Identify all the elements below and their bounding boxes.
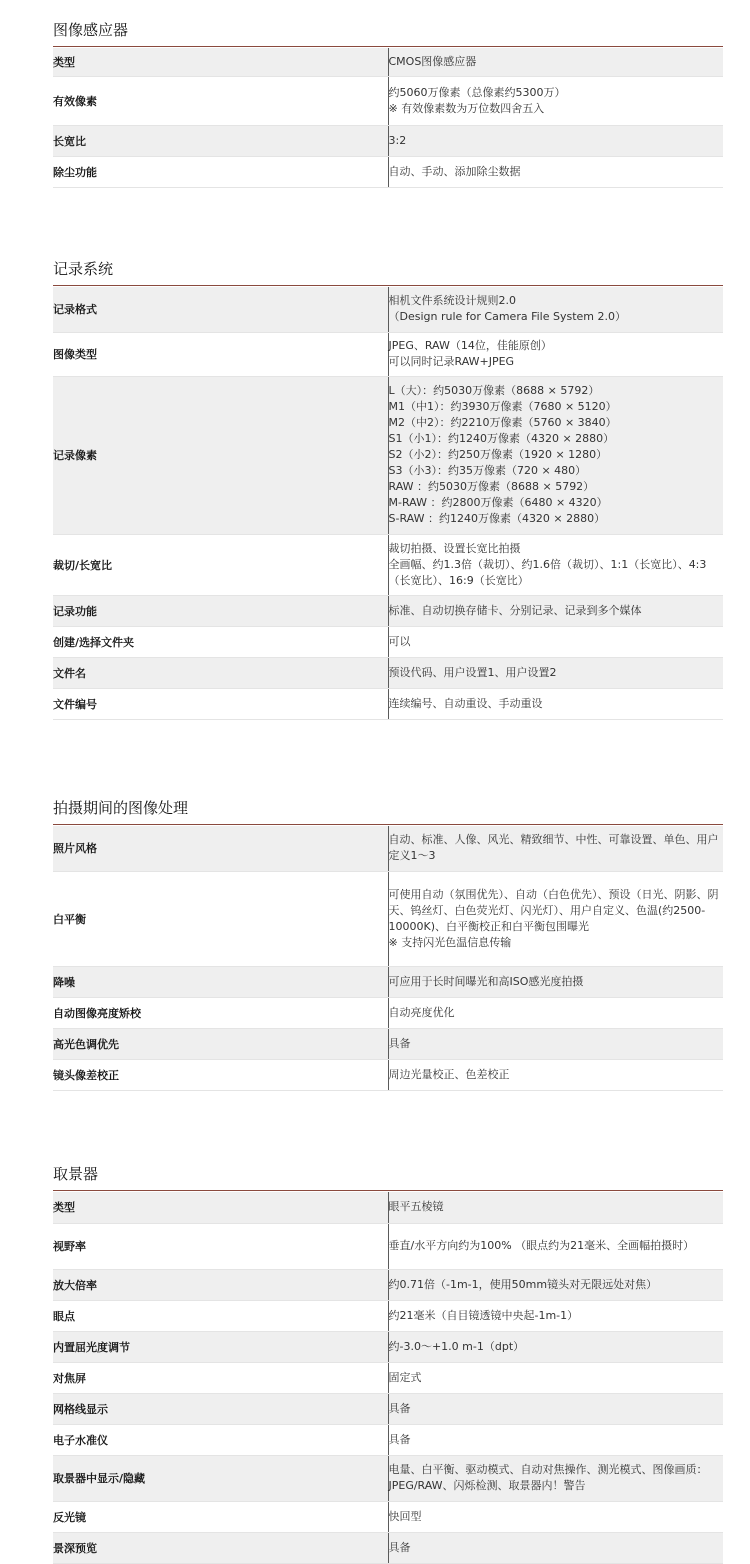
table-row	[53, 1300, 723, 1331]
spec-value: 约-3.0～+1.0 m-1（dpt）	[388, 1331, 723, 1362]
spec-key: 电子水准仪	[53, 1424, 388, 1455]
section-divider	[53, 46, 723, 47]
spec-key: 长宽比	[53, 125, 388, 156]
spec-value: 约5060万像素（总像素约5300万） ※ 有效像素数为万位数四舍五入	[388, 76, 723, 125]
spec-table	[53, 1192, 723, 1564]
spec-key: 文件编号	[53, 688, 388, 719]
table-row	[53, 156, 723, 187]
table-row	[53, 376, 723, 534]
section-title: 图像感应器	[53, 21, 129, 39]
table-row	[53, 1028, 723, 1059]
table-row	[53, 826, 723, 871]
table-row	[53, 688, 723, 719]
table-row	[53, 966, 723, 997]
section-title: 取景器	[53, 1165, 99, 1183]
section-title: 记录系统	[53, 260, 114, 278]
spec-value: CMOS图像感应器	[388, 48, 723, 76]
spec-value: 裁切拍摄、设置长宽比拍摄 全画幅、约1.3倍（裁切）、约1.6倍（裁切）、1:1（长宽比）、4:3（长宽比）、16:9（长宽比）	[388, 534, 723, 595]
table-row	[53, 1501, 723, 1532]
table-row	[53, 1192, 723, 1223]
spec-key: 镜头像差校正	[53, 1059, 388, 1090]
section-divider	[53, 285, 723, 286]
spec-value: 可应用于长时间曝光和高ISO感光度拍摄	[388, 966, 723, 997]
spec-table	[53, 826, 723, 1091]
spec-key: 网格线显示	[53, 1393, 388, 1424]
spec-key: 记录功能	[53, 595, 388, 626]
spec-key: 对焦屏	[53, 1362, 388, 1393]
spec-key: 自动图像亮度矫校	[53, 997, 388, 1028]
spec-key: 眼点	[53, 1300, 388, 1331]
table-row	[53, 997, 723, 1028]
spec-value: 眼平五棱镜	[388, 1192, 723, 1223]
table-row	[53, 657, 723, 688]
section-divider	[53, 824, 723, 825]
spec-value: 具备	[388, 1532, 723, 1563]
table-row	[53, 595, 723, 626]
spec-value: 快回型	[388, 1501, 723, 1532]
spec-key: 文件名	[53, 657, 388, 688]
table-row	[53, 1059, 723, 1090]
table-row	[53, 1269, 723, 1300]
table-row	[53, 332, 723, 376]
spec-value: 自动、标准、人像、风光、精致细节、中性、可靠设置、单色、用户定义1～3	[388, 826, 723, 871]
table-row	[53, 76, 723, 125]
spec-table	[53, 287, 723, 720]
spec-key: 创建/选择文件夹	[53, 626, 388, 657]
spec-value: 固定式	[388, 1362, 723, 1393]
spec-value: 3:2	[388, 125, 723, 156]
spec-value: 具备	[388, 1424, 723, 1455]
spec-value: 标准、自动切换存储卡、分别记录、记录到多个媒体	[388, 595, 723, 626]
spec-key: 放大倍率	[53, 1269, 388, 1300]
spec-key: 有效像素	[53, 76, 388, 125]
spec-key: 类型	[53, 1192, 388, 1223]
spec-key: 白平衡	[53, 871, 388, 966]
spec-value: 周边光量校正、色差校正	[388, 1059, 723, 1090]
table-row	[53, 871, 723, 966]
table-row	[53, 287, 723, 332]
section-title: 拍摄期间的图像处理	[53, 799, 189, 817]
table-row	[53, 1393, 723, 1424]
spec-key: 图像类型	[53, 332, 388, 376]
spec-value: 自动亮度优化	[388, 997, 723, 1028]
table-row	[53, 1455, 723, 1501]
table-row	[53, 1223, 723, 1269]
spec-key: 降噪	[53, 966, 388, 997]
spec-key: 反光镜	[53, 1501, 388, 1532]
spec-value: JPEG、RAW（14位，佳能原创） 可以同时记录RAW+JPEG	[388, 332, 723, 376]
spec-key: 高光色调优先	[53, 1028, 388, 1059]
spec-key: 除尘功能	[53, 156, 388, 187]
spec-value: L（大）：约5030万像素（8688 × 5792） M1（中1）：约3930万像素（7680 × 5120） M2（中2）：约2210万像素（5760 × 3840） S1（小1）：约1240万像素（4320 × 2880） S2（小2）：约250万像素（1920 × 1280） S3（小3）：约35万像素（720 × 480） RAW ：约5030万像素（8688 × 5792） M-RAW ：约2800万像素（6480 × 4320） S-RAW ：约1240万像素（4320 × 2880）	[388, 376, 723, 534]
spec-value: 相机文件系统设计规则2.0 （Design rule for Camera File System 2.0）	[388, 287, 723, 332]
table-row	[53, 1532, 723, 1563]
spec-key: 内置屈光度调节	[53, 1331, 388, 1362]
spec-value: 约0.71倍（-1m-1，使用50mm镜头对无限远处对焦）	[388, 1269, 723, 1300]
spec-key: 裁切/长宽比	[53, 534, 388, 595]
spec-key: 取景器中显示/隐藏	[53, 1455, 388, 1501]
spec-value: 电量、白平衡、驱动模式、自动对焦操作、测光模式、图像画质：JPEG/RAW、闪烁检测、取景器内！警告	[388, 1455, 723, 1501]
table-row	[53, 125, 723, 156]
spec-value: 可以	[388, 626, 723, 657]
spec-value: 具备	[388, 1393, 723, 1424]
spec-value: 约21毫米（自目镜透镜中央起-1m-1）	[388, 1300, 723, 1331]
spec-key: 记录格式	[53, 287, 388, 332]
spec-table	[53, 48, 723, 188]
spec-value: 连续编号、自动重设、手动重设	[388, 688, 723, 719]
section-viewfinder	[53, 1162, 723, 1555]
spec-value: 垂直/水平方向约为100% （眼点约为21毫米、全画幅拍摄时）	[388, 1223, 723, 1269]
table-row	[53, 1424, 723, 1455]
spec-key: 视野率	[53, 1223, 388, 1269]
spec-key: 记录像素	[53, 376, 388, 534]
table-row	[53, 1362, 723, 1393]
spec-key: 景深预览	[53, 1532, 388, 1563]
spec-value: 具备	[388, 1028, 723, 1059]
spec-key: 照片风格	[53, 826, 388, 871]
spec-key: 类型	[53, 48, 388, 76]
table-row	[53, 1331, 723, 1362]
table-row	[53, 48, 723, 76]
section-divider	[53, 1190, 723, 1191]
spec-value: 自动、手动、添加除尘数据	[388, 156, 723, 187]
table-row	[53, 534, 723, 595]
table-row	[53, 626, 723, 657]
spec-value: 可使用自动（氛围优先）、自动（白色优先）、预设（日光、阴影、阴天、钨丝灯、白色荧光灯、闪光灯）、用户自定义、色温(约2500-10000K)、白平衡校正和白平衡包围曝光 ※ 支持闪光色温信息传输	[388, 871, 723, 966]
spec-value: 预设代码、用户设置1、用户设置2	[388, 657, 723, 688]
